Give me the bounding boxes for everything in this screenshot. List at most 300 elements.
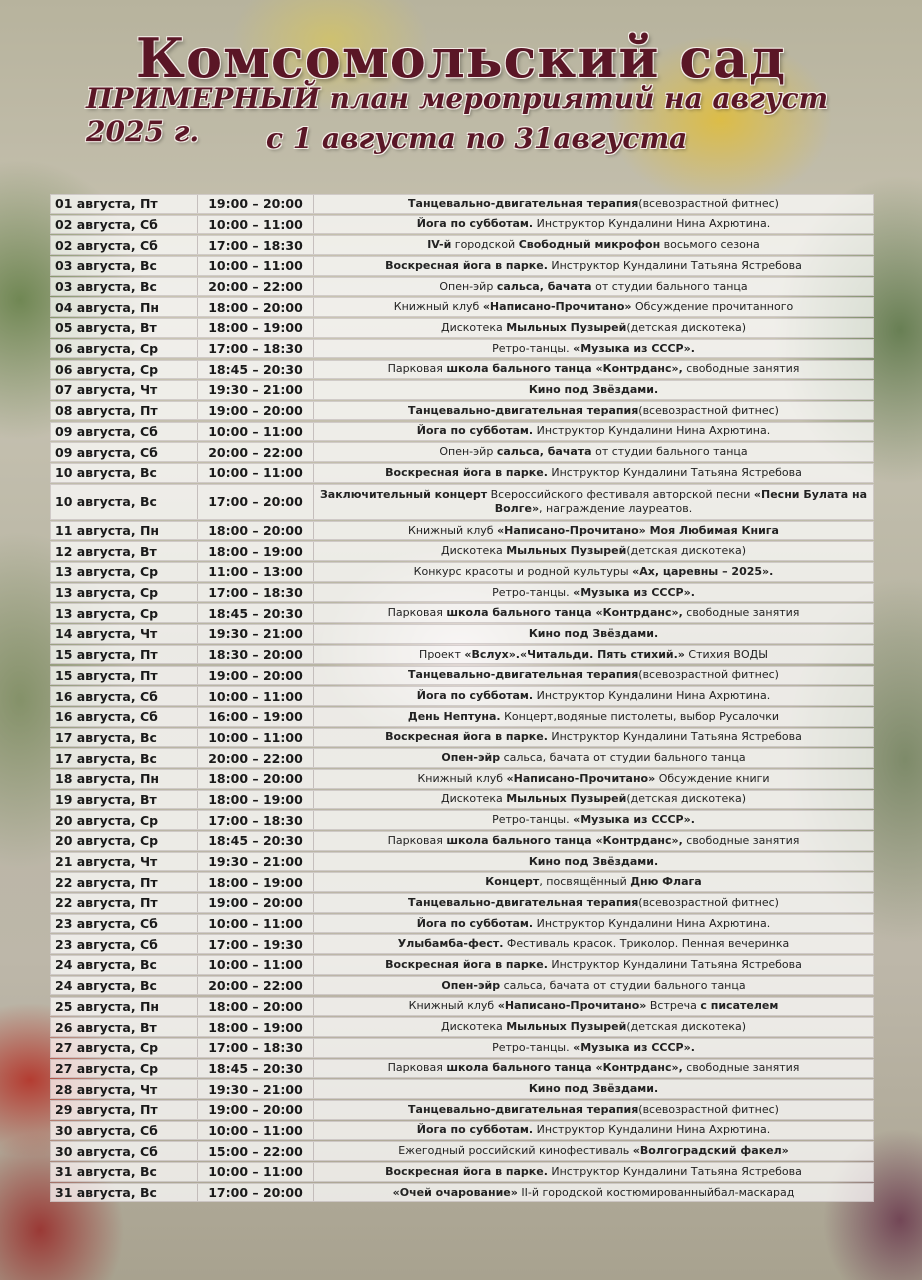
event-text: Парковая — [387, 1061, 447, 1075]
table-row — [50, 914, 874, 934]
event-date: 17 августа, Вс — [51, 749, 198, 767]
event-text: школа бального танца «Контрданс», — [446, 1061, 683, 1075]
event-description — [314, 424, 873, 438]
event-text: Дискотека — [440, 544, 507, 558]
event-text: Инструктор Кундалини Нина Ахрютина. — [533, 689, 771, 703]
event-text: Танцевально-двигательная терапия — [408, 196, 639, 210]
event-text: Мыльных Пузырей — [506, 792, 627, 806]
table-row — [50, 484, 874, 520]
event-text: Ежегодный российский кинофестиваль — [398, 1144, 633, 1158]
event-description — [314, 1144, 873, 1158]
event-text: с писателем — [700, 999, 779, 1013]
event-description — [314, 321, 873, 335]
table-row — [50, 256, 874, 276]
event-date: 15 августа, Пт — [51, 646, 198, 664]
event-time: 18:00 – 20:00 — [198, 998, 314, 1016]
event-description — [314, 896, 873, 910]
event-description — [314, 668, 873, 682]
event-text: «Музыка из СССР». — [573, 341, 695, 355]
table-row — [50, 380, 874, 400]
event-time: 20:00 – 22:00 — [198, 749, 314, 767]
event-date: 02 августа, Сб — [51, 236, 198, 254]
event-text: II-й городской костюмированныйбал-маскарад — [517, 1185, 795, 1199]
event-date: 16 августа, Сб — [51, 687, 198, 705]
event-text: Йога по субботам. — [416, 1123, 534, 1137]
event-time: 19:30 – 21:00 — [198, 1080, 314, 1098]
event-text: Дискотека — [440, 792, 507, 806]
event-description — [314, 524, 873, 538]
table-row — [50, 1121, 874, 1141]
event-date: 19 августа, Вт — [51, 791, 198, 809]
event-time: 17:00 – 18:30 — [198, 811, 314, 829]
event-description — [314, 488, 873, 516]
event-text: Дискотека — [440, 320, 507, 334]
table-row — [50, 1183, 874, 1203]
event-time: 10:00 – 11:00 — [198, 956, 314, 974]
event-time: 10:00 – 11:00 — [198, 729, 314, 747]
event-time: 19:00 – 20:00 — [198, 1101, 314, 1119]
event-date: 09 августа, Сб — [51, 443, 198, 461]
event-text: Улыбамба-фест. — [397, 937, 504, 951]
event-date: 05 августа, Вт — [51, 319, 198, 337]
event-description — [314, 772, 873, 786]
table-row — [50, 976, 874, 996]
event-description — [314, 404, 873, 418]
table-row — [50, 1038, 874, 1058]
event-text: Воскресная йога в парке. — [385, 1164, 548, 1178]
event-text: Воскресная йога в парке. — [385, 258, 548, 272]
event-description — [314, 813, 873, 827]
table-row — [50, 1059, 874, 1079]
event-text: от студии бального танца — [591, 279, 748, 293]
event-schedule-table — [50, 194, 874, 1203]
page-title: Комсомольский сад — [135, 26, 787, 90]
table-row — [50, 810, 874, 830]
table-row — [50, 583, 874, 603]
event-description — [314, 648, 873, 662]
event-description — [314, 300, 873, 314]
event-date: 17 августа, Вс — [51, 729, 198, 747]
event-text: Всероссийского фестиваля авторской песни — [487, 487, 754, 501]
event-text: Кино под Звёздами. — [528, 854, 659, 868]
event-description — [314, 383, 873, 397]
event-description — [314, 710, 873, 724]
table-row — [50, 1017, 874, 1037]
event-text: свободные занятия — [682, 606, 800, 620]
event-description — [314, 586, 873, 600]
event-text: (всевозрастной фитнес) — [638, 668, 779, 682]
event-text: Мыльных Пузырей — [506, 1020, 627, 1034]
event-text: свободные занятия — [682, 1061, 800, 1075]
event-date: 06 августа, Ср — [51, 361, 198, 379]
event-text: Книжный клуб — [408, 999, 498, 1013]
event-text: Воскресная йога в парке. — [385, 730, 548, 744]
event-time: 18:00 – 19:00 — [198, 791, 314, 809]
table-row — [50, 562, 874, 582]
table-row — [50, 728, 874, 748]
table-row — [50, 360, 874, 380]
event-text: Мыльных Пузырей — [506, 320, 627, 334]
event-description — [314, 751, 873, 765]
event-time: 18:45 – 20:30 — [198, 832, 314, 850]
table-row — [50, 686, 874, 706]
event-text: Проект — [419, 647, 465, 661]
event-text: Стихия ВОДЫ — [684, 647, 768, 661]
event-time: 10:00 – 11:00 — [198, 216, 314, 234]
table-row — [50, 318, 874, 338]
event-text: Конкурс красоты и родной культуры — [413, 564, 633, 578]
table-row — [50, 1100, 874, 1120]
table-row — [50, 769, 874, 789]
table-row — [50, 893, 874, 913]
table-row — [50, 748, 874, 768]
event-date: 30 августа, Сб — [51, 1122, 198, 1140]
event-description — [314, 627, 873, 641]
page-subtitle: ПРИМЕРНЫЙ план мероприятий на август 2025 г. — [86, 82, 829, 148]
event-description — [314, 1103, 873, 1117]
table-row — [50, 541, 874, 561]
event-text: школа бального танца «Контрданс», — [446, 833, 683, 847]
event-time: 17:00 – 18:30 — [198, 236, 314, 254]
table-row — [50, 955, 874, 975]
event-date: 18 августа, Пн — [51, 770, 198, 788]
event-time: 18:00 – 20:00 — [198, 298, 314, 316]
event-text: Инструктор Кундалини Нина Ахрютина. — [533, 916, 771, 930]
table-row — [50, 707, 874, 727]
event-text: Книжный клуб — [408, 523, 498, 537]
event-text: Инструктор Кундалини Нина Ахрютина. — [533, 424, 771, 438]
event-text: городской — [451, 238, 519, 252]
event-text: «Волгоградский факел» — [632, 1144, 789, 1158]
event-text: от студии бального танца — [591, 445, 748, 459]
event-text: Опен-эйр — [441, 751, 501, 765]
event-text: сальса, бачата — [496, 445, 592, 459]
event-time: 17:00 – 18:30 — [198, 340, 314, 358]
event-description — [314, 445, 873, 459]
table-row — [50, 297, 874, 317]
event-text: «Написано-Прочитано» — [506, 771, 656, 785]
event-date: 23 августа, Сб — [51, 915, 198, 933]
event-text: «Написано-Прочитано» — [497, 999, 647, 1013]
event-time: 10:00 – 11:00 — [198, 257, 314, 275]
event-time: 20:00 – 22:00 — [198, 278, 314, 296]
event-text: (детская дискотека) — [626, 544, 747, 558]
event-date: 04 августа, Пн — [51, 298, 198, 316]
event-date: 06 августа, Ср — [51, 340, 198, 358]
event-time: 18:00 – 19:00 — [198, 319, 314, 337]
event-text: Кино под Звёздами. — [528, 626, 659, 640]
event-time: 18:00 – 20:00 — [198, 522, 314, 540]
event-text: свободные занятия — [682, 362, 800, 376]
event-time: 19:00 – 20:00 — [198, 195, 314, 213]
event-text: (всевозрастной фитнес) — [638, 895, 779, 909]
event-time: 19:30 – 21:00 — [198, 381, 314, 399]
event-text: Парковая — [387, 833, 447, 847]
event-text: Инструктор Кундалини Татьяна Ястребова — [547, 957, 802, 971]
event-text: Мыльных Пузырей — [506, 544, 627, 558]
event-date: 22 августа, Пт — [51, 873, 198, 891]
event-text: Воскресная йога в парке. — [385, 465, 548, 479]
event-date: 21 августа, Чт — [51, 853, 198, 871]
event-time: 10:00 – 11:00 — [198, 423, 314, 441]
event-text: восьмого сезона — [660, 238, 760, 252]
event-text: «Написано-Прочитано» Моя Любимая Книга — [497, 523, 779, 537]
event-text: Ретро-танцы. — [492, 585, 574, 599]
table-row — [50, 624, 874, 644]
event-description — [314, 217, 873, 231]
event-time: 18:45 – 20:30 — [198, 1060, 314, 1078]
table-row — [50, 277, 874, 297]
event-text: Обсуждение прочитанного — [631, 300, 794, 314]
event-text: Инструктор Кундалини Татьяна Ястребова — [547, 465, 802, 479]
event-text: Йога по субботам. — [416, 689, 534, 703]
event-date: 03 августа, Вс — [51, 257, 198, 275]
event-text: «Музыка из СССР». — [573, 813, 695, 827]
event-text: Инструктор Кундалини Татьяна Ястребова — [547, 730, 802, 744]
event-description — [314, 1020, 873, 1034]
event-date: 02 августа, Сб — [51, 216, 198, 234]
event-date: 13 августа, Ср — [51, 584, 198, 602]
event-description — [314, 1123, 873, 1137]
event-text: , посвящённый — [539, 875, 631, 889]
event-date: 31 августа, Вс — [51, 1184, 198, 1202]
event-text: Парковая — [387, 606, 447, 620]
event-time: 10:00 – 11:00 — [198, 687, 314, 705]
event-text: День Нептуна. — [407, 709, 501, 723]
table-row — [50, 666, 874, 686]
event-text: Ретро-танцы. — [492, 1040, 574, 1054]
event-time: 19:00 – 20:00 — [198, 894, 314, 912]
event-description — [314, 875, 873, 889]
event-description — [314, 1082, 873, 1096]
event-text: Обсуждение книги — [655, 771, 770, 785]
event-text: Кино под Звёздами. — [528, 1082, 659, 1096]
event-text: сальса, бачата от студии бального танца — [500, 978, 746, 992]
event-description — [314, 1041, 873, 1055]
event-text: свободные занятия — [682, 833, 800, 847]
event-date: 01 августа, Пт — [51, 195, 198, 213]
event-time: 17:00 – 20:00 — [198, 1184, 314, 1202]
event-text: Танцевально-двигательная терапия — [408, 895, 639, 909]
event-date: 20 августа, Ср — [51, 832, 198, 850]
event-date: 25 августа, Пн — [51, 998, 198, 1016]
event-date: 11 августа, Пн — [51, 522, 198, 540]
event-text: «Очей очарование» — [392, 1185, 518, 1199]
event-description — [314, 999, 873, 1013]
event-text: «Музыка из СССР». — [573, 585, 695, 599]
event-date: 29 августа, Пт — [51, 1101, 198, 1119]
table-row — [50, 422, 874, 442]
table-row — [50, 997, 874, 1017]
event-time: 10:00 – 11:00 — [198, 1163, 314, 1181]
event-time: 18:30 – 20:00 — [198, 646, 314, 664]
event-description — [314, 1165, 873, 1179]
table-row — [50, 1079, 874, 1099]
table-row — [50, 934, 874, 954]
table-row — [50, 872, 874, 892]
event-text: Концерт,водяные пистолеты, выбор Русалочки — [500, 709, 780, 723]
event-date: 14 августа, Чт — [51, 625, 198, 643]
event-time: 20:00 – 22:00 — [198, 977, 314, 995]
event-time: 18:45 – 20:30 — [198, 361, 314, 379]
event-text: «Песни Булата на Волге» — [494, 487, 868, 515]
event-description — [314, 197, 873, 211]
event-text: Кино под Звёздами. — [528, 382, 659, 396]
table-row — [50, 463, 874, 483]
event-text: Опен-эйр — [439, 445, 497, 459]
event-time: 18:00 – 19:00 — [198, 1018, 314, 1036]
event-date: 23 августа, Сб — [51, 935, 198, 953]
event-date: 22 августа, Пт — [51, 894, 198, 912]
event-date: 24 августа, Вс — [51, 956, 198, 974]
event-date: 20 августа, Ср — [51, 811, 198, 829]
event-text: Танцевально-двигательная терапия — [408, 1102, 639, 1116]
event-description — [314, 1061, 873, 1075]
event-description — [314, 544, 873, 558]
event-date: 30 августа, Сб — [51, 1142, 198, 1160]
event-text: Книжный клуб — [393, 300, 483, 314]
event-date: 09 августа, Сб — [51, 423, 198, 441]
event-text: «Написано-Прочитано» — [482, 300, 632, 314]
event-text: Встреча — [646, 999, 701, 1013]
event-description — [314, 730, 873, 744]
event-text: IV-й — [427, 238, 452, 252]
event-text: школа бального танца «Контрданс», — [446, 362, 683, 376]
event-text: Ретро-танцы. — [492, 813, 574, 827]
event-date: 10 августа, Вс — [51, 485, 198, 519]
event-description — [314, 855, 873, 869]
event-text: школа бального танца «Контрданс», — [446, 606, 683, 620]
event-description — [314, 979, 873, 993]
date-range: с 1 августа по 31августа — [266, 122, 688, 155]
event-description — [314, 792, 873, 806]
event-text: Инструктор Кундалини Нина Ахрютина. — [533, 1123, 771, 1137]
event-text: Воскресная йога в парке. — [385, 957, 548, 971]
table-row — [50, 1162, 874, 1182]
event-text: Танцевально-двигательная терапия — [408, 403, 639, 417]
event-description — [314, 917, 873, 931]
event-text: Инструктор Кундалини Татьяна Ястребова — [547, 1164, 802, 1178]
event-time: 18:00 – 19:00 — [198, 542, 314, 560]
event-description — [314, 834, 873, 848]
event-text: Фестиваль красок. Триколор. Пенная вечеринка — [503, 937, 790, 951]
event-text: Свободный микрофон — [518, 238, 661, 252]
table-row — [50, 1141, 874, 1161]
event-text: Инструктор Кундалини Нина Ахрютина. — [533, 217, 771, 231]
event-time: 20:00 – 22:00 — [198, 443, 314, 461]
table-row — [50, 235, 874, 255]
event-text: Дню Флага — [630, 875, 702, 889]
event-description — [314, 466, 873, 480]
event-text: Книжный клуб — [417, 771, 507, 785]
event-text: «Вслух».«Читальди. Пять стихий.» — [464, 647, 685, 661]
event-text: (всевозрастной фитнес) — [638, 196, 779, 210]
event-time: 16:00 – 19:00 — [198, 708, 314, 726]
table-row — [50, 521, 874, 541]
event-description — [314, 606, 873, 620]
event-date: 13 августа, Ср — [51, 604, 198, 622]
event-time: 17:00 – 18:30 — [198, 1039, 314, 1057]
event-text: Опен-эйр — [439, 279, 497, 293]
event-date: 08 августа, Пт — [51, 402, 198, 420]
event-time: 19:00 – 20:00 — [198, 402, 314, 420]
event-time: 19:30 – 21:00 — [198, 625, 314, 643]
event-description — [314, 238, 873, 252]
event-text: Ретро-танцы. — [492, 341, 574, 355]
event-description — [314, 280, 873, 294]
event-date: 28 августа, Чт — [51, 1080, 198, 1098]
event-text: сальса, бачата от студии бального танца — [500, 751, 746, 765]
event-description — [314, 565, 873, 579]
event-time: 17:00 – 18:30 — [198, 584, 314, 602]
table-row — [50, 442, 874, 462]
event-time: 19:00 – 20:00 — [198, 667, 314, 685]
event-date: 31 августа, Вс — [51, 1163, 198, 1181]
event-text: Заключительный концерт — [319, 487, 488, 501]
event-text: (детская дискотека) — [626, 320, 747, 334]
event-description — [314, 937, 873, 951]
event-time: 19:30 – 21:00 — [198, 853, 314, 871]
event-time: 15:00 – 22:00 — [198, 1142, 314, 1160]
table-row — [50, 401, 874, 421]
event-description — [314, 342, 873, 356]
event-time: 10:00 – 11:00 — [198, 915, 314, 933]
event-description — [314, 1186, 873, 1200]
event-date: 03 августа, Вс — [51, 278, 198, 296]
event-text: Парковая — [387, 362, 447, 376]
table-row — [50, 831, 874, 851]
event-text: Дискотека — [440, 1020, 507, 1034]
event-date: 27 августа, Ср — [51, 1060, 198, 1078]
event-text: , награждение лауреатов. — [539, 501, 693, 515]
event-date: 12 августа, Вт — [51, 542, 198, 560]
event-description — [314, 362, 873, 376]
event-time: 17:00 – 19:30 — [198, 935, 314, 953]
event-text: «Музыка из СССР». — [573, 1040, 695, 1054]
table-row — [50, 194, 874, 214]
event-text: Йога по субботам. — [416, 916, 534, 930]
event-date: 27 августа, Ср — [51, 1039, 198, 1057]
event-date: 24 августа, Вс — [51, 977, 198, 995]
event-date: 15 августа, Пт — [51, 667, 198, 685]
table-row — [50, 852, 874, 872]
event-text: «Ах, царевны – 2025». — [632, 564, 774, 578]
event-time: 18:45 – 20:30 — [198, 604, 314, 622]
header — [0, 0, 922, 200]
event-description — [314, 958, 873, 972]
table-row — [50, 215, 874, 235]
table-row — [50, 603, 874, 623]
event-text: сальса, бачата — [496, 279, 592, 293]
event-text: Опен-эйр — [441, 978, 501, 992]
event-time: 18:00 – 20:00 — [198, 770, 314, 788]
event-time: 11:00 – 13:00 — [198, 563, 314, 581]
event-date: 07 августа, Чт — [51, 381, 198, 399]
event-text: (всевозрастной фитнес) — [638, 1102, 779, 1116]
event-time: 17:00 – 20:00 — [198, 485, 314, 519]
table-row — [50, 645, 874, 665]
event-time: 18:00 – 19:00 — [198, 873, 314, 891]
event-description — [314, 259, 873, 273]
event-date: 26 августа, Вт — [51, 1018, 198, 1036]
event-text: Йога по субботам. — [416, 424, 534, 438]
event-text: (всевозрастной фитнес) — [638, 403, 779, 417]
event-text: Танцевально-двигательная терапия — [408, 668, 639, 682]
event-text: Концерт — [485, 875, 540, 889]
event-text: (детская дискотека) — [626, 1020, 747, 1034]
event-time: 10:00 – 11:00 — [198, 1122, 314, 1140]
event-text: Йога по субботам. — [416, 217, 534, 231]
